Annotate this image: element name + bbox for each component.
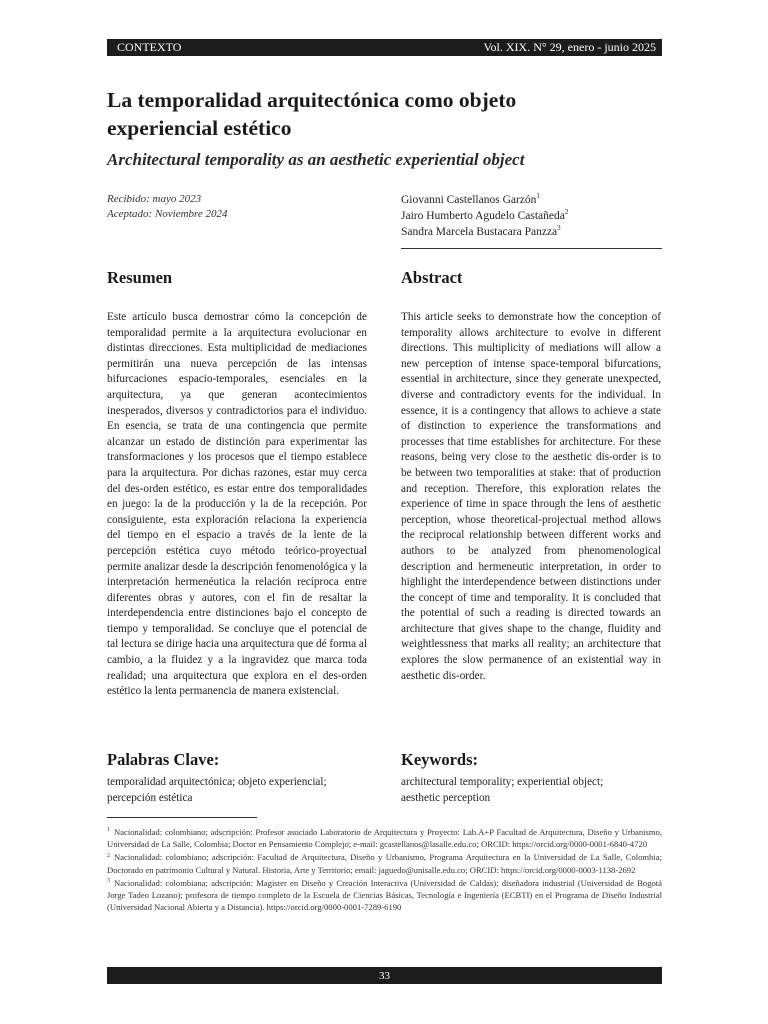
footnote-item: [107, 877, 662, 914]
received-date: Recibido: mayo 2023: [107, 193, 202, 205]
palabras-clave-heading: Palabras Clave:: [107, 750, 220, 769]
abstract-text: This article seeks to demonstrate how the conception of temporality allows architecture to evolve in different directions. This multiplicity of mediations will allow a new perception of intense space-temporal bifurcations, essential in architecture, since they generate unexpected, diverse and contradictory events for the individual. In essence, it is a contingency that allows to achieve a state of distinction to experience the transformations and processes that time establishes for architecture. For these reasons, being very close to the aesthetic dis-order is to be between two temporalities at stake: that of production and reception. Therefore, this exploration relates the experience of time in space through the lens of aesthetic perception, whose theoretical-projectual method allows the reciprocal relationship between different works and authors to be analyzed from phenomenological description and hermeneutic interpretation, in order to highlight the interdependence between distinctions under the concept of time and temporality. It is concluded that the potential of such a reading is directed towards an architecture that gives shape to the change, fluidity and weightlessness that marks all reality; an architecture that explores the slow permanence of an existential way in aesthetic dis-order.: [401, 311, 661, 682]
accepted-date: Aceptado: Noviembre 2024: [107, 208, 228, 220]
resumen-text: Este artículo busca demostrar cómo la concepción de temporalidad permite a la arquitectura evolucionar en distintas direcciones. Esta multiplicidad de mediaciones permitirán una nueva percepción de las intensas bifurcaciones espacio-temporales, esenciales en la arquitectura, ya que generan acontecimientos inesperados, diversos y contradictorios para el individuo. En esencia, se trata de una contingencia que permite alcanzar un estado de distinción para experimentar las transformaciones y los procesos que el tiempo establece para la arquitectura. Por dichas razones, estar muy cerca del des-orden estético, es estar entre dos temporalidades en juego: la de la producción y la de la recepción. Por consiguiente, esta exploración relaciona la experiencia del tiempo en el espacio a través de la lente de la percepción estética cuyo método teórico-proyectual permite analizar desde la descripción fenomenológica y la interpretación hermenéutica la relación recíproca entre diferentes obras y autores, con el fin de resaltar la interdependencia entre distinciones bajo el concepto de tiempo y temporalidad. Se concluye que el potencial de tal lectura se dirige hacia una arquitectura que dé forma al cambio, a la fluidez y a la ingravidez que marca toda realidad; una arquitectura que explora en el des-orden estético la lenta permanencia de manera existencial.: [107, 311, 367, 698]
footnote-divider: [107, 817, 257, 818]
palabras-clave-text: temporalidad arquitectónica; objeto experiencial; percepción estética: [107, 776, 327, 804]
footnote-item: [107, 851, 662, 875]
footnote-mark: 1: [107, 827, 110, 834]
author-name: Sandra Marcela Bustacara Panzza: [401, 226, 558, 238]
footnote-mark: 3: [107, 877, 110, 884]
author-divider: [401, 248, 662, 249]
author-name: Jairo Humberto Agudelo Castañeda: [401, 210, 565, 222]
footnote-item: [107, 826, 662, 850]
author-list: [401, 192, 568, 240]
footnote-ref[interactable]: 2: [564, 208, 569, 217]
article-subtitle: Architectural temporality as an aesthetic experiential object: [107, 150, 525, 169]
footnote-mark: 2: [107, 852, 110, 859]
footnote-text: Nacionalidad: colombiano; adscripción: Facultad de Arquitectura, Diseño y Urbanismo, Programa Arquitectura en la Universidad de La Salle, Colombia; Doctorado en patrimonio Cultural y Natural. Historia, Arte y Territorio; email: jaguedo@unisalle.edu.co; ORCID: https://orcid.org/0000-0003-1138-2692: [107, 852, 662, 875]
page-number: 33: [379, 969, 390, 982]
author-item: [401, 192, 568, 208]
section-label: CONTEXTO: [117, 40, 182, 54]
article-title: La temporalidad arquitectónica como objeto experiencial estético: [107, 88, 517, 140]
footnote-ref[interactable]: 1: [536, 192, 540, 201]
footnote-text: Nacionalidad: colombiana; adscripción: Magister en Diseño y Creación Interactiva (Universidad de Caldas); diseñadora industrial (Universidad de Bogotá Jorge Tadeo Lozano); profesora de tiempo completo de la Escuela de Ciencias Básicas, Tecnología e Ingeniería (ECBTI) en el Programa de Diseño Industrial (Universidad Nacional Abierta y a Distancia). https://orcid.org/0000-0001-7289-6190: [107, 877, 662, 913]
author-item: [401, 224, 568, 240]
keywords-heading: Keywords:: [401, 750, 478, 769]
page-footer: [107, 967, 662, 984]
abstract-heading: Abstract: [401, 268, 463, 287]
resumen-heading: Resumen: [107, 268, 173, 287]
article-dates: [107, 192, 228, 222]
footnote-ref[interactable]: 3: [557, 224, 561, 233]
footnote-text: Nacionalidad: colombiano; adscripción: Profesor asociado Laboratorio de Arquitectura y Proyecto: Lab.A+P Facultad de Arquitectura, Diseño y Urbanismo, Universidad de La Salle, Colombia; Doctor en Pensamiento Complejo; e-mail: gcastellanos@lasalle.edu.co; ORCID: https://orcid.org/0000-0001-6840-4720: [107, 827, 662, 850]
author-item: [401, 208, 568, 224]
footnotes: [107, 826, 662, 914]
author-name: Giovanni Castellanos Garzón: [401, 194, 537, 206]
keywords-text: architectural temporality; experiential object; aesthetic perception: [401, 776, 604, 804]
running-header: [107, 39, 662, 56]
volume-label: Vol. XIX. N° 29, enero - junio 2025: [483, 40, 656, 54]
